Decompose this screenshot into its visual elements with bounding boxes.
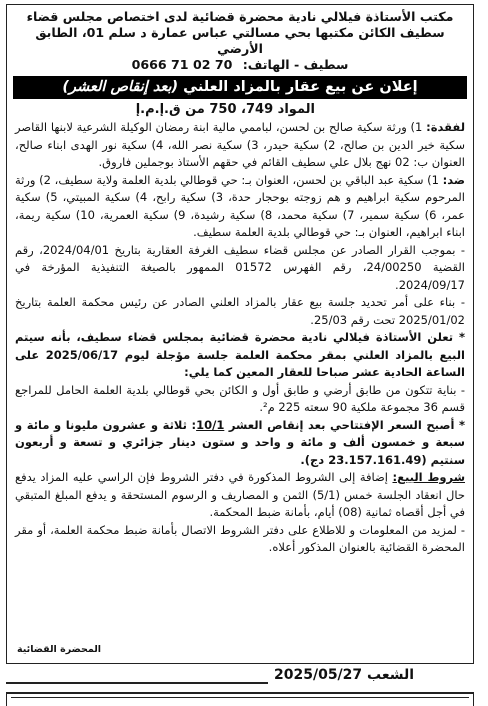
publication-footer	[270, 667, 414, 683]
announcement-part-a: * تعلن الأستاذة فيلالي نادية محضرة قضائية بمجلس قضاء سطيف، بأنه سيتم البيع بالمزاد العلني بمقر محكمة العلمة جلسة مؤجلة ليوم	[15, 330, 465, 362]
price-part-a: * أصبح السعر الإفتتاحي بعد إنقاص العشر	[224, 417, 465, 432]
header-phone-label: سطيف - الهاتف:	[242, 57, 349, 72]
defendants-label: ضد:	[442, 172, 465, 187]
paragraph-more-info: - لمزيد من المعلومات و للاطلاع على دفتر الشروط الاتصال بأمانة ضبط محكمة العلمة، أو مقر المحضرة القضائية بالعنوان المذكور أعلاه.	[15, 522, 465, 554]
next-notice-inner-border	[11, 697, 469, 698]
paragraph-defendants	[15, 172, 465, 242]
header-line-3	[15, 57, 465, 73]
notice-header	[15, 9, 465, 73]
header-line-2: سطيف الكائن مكتبها بحي مسالتي عباس عمارة د سلم 01، الطابق الأرضي	[35, 25, 445, 56]
sale-conditions-label: شروط البيع:	[392, 470, 465, 484]
paragraph-court-decision: - بموجب القرار الصادر عن مجلس قضاء سطيف الغرفة العقارية بتاريخ 2024/04/01، رقم القضية 24/00250، رقم الفهرس 01572 الممهور بالصيغة التنفيذية المؤرخة في 2024/09/17.	[15, 242, 465, 292]
paragraph-claimants	[15, 119, 465, 172]
paragraph-auction-announcement	[15, 329, 465, 382]
price-part-b: : ثلاثة و عشرون مليونا و مائة و سبعة و خمسون ألف و مائة و واحد و ستون دينار جزائري و تسعة و أربعون سنتيم (23.157.161.49 دج).	[15, 417, 465, 467]
publication-name: الشعب	[367, 667, 415, 683]
claimants-text: 1) ورثة سكية صالح بن لحسن، لباممي مالية ابنة رمضان الوكيلة الشرعية لابنها القاصر سكية خير الدين بن صالح، 2) سكية حيدر، 3) سكية نصر الله، 4) سكية نور الهدى ابناء صالح، العنوان ب: 02 نهج بلال علي سطيف القائم في حقهم الأستاذ بوجملين فاروق.	[15, 120, 465, 169]
legal-articles: المواد 749، 750 من ق.إ.م.إ	[135, 102, 315, 117]
banner-emphasis: (بعد إنقاص العشر)	[62, 79, 179, 95]
paragraph-sale-conditions	[15, 469, 465, 522]
notice-title-banner	[13, 76, 467, 99]
claimants-label: لفقدة:	[426, 120, 466, 134]
bailiff-signature: المحضرة القضائية	[17, 644, 102, 655]
notice-body	[15, 119, 465, 557]
sale-conditions-text: إضافة إلى الشروط المذكورة في دفتر الشروط فإن الراسي عليه المزاد يدفع حال انعقاد الجلسة خمس (5/1) الثمن و المصاريف و الرسوم المستحقة و يدفع المبلغ المتبقي في أجل أقصاه ثمانية (08) أيام، بأمانة ضبط المحكمة.	[15, 470, 465, 519]
paragraph-property-description: - بناية تتكون من طابق أرضي و طابق أول و الكائن بحي قوطالي بلدية العلمة الحامل للمراجع قسم 36 مجموعة ملكية 90 سعته 225 م².	[15, 382, 465, 414]
header-phone: 0666 71 02 70	[131, 57, 233, 72]
paragraph-opening-price	[15, 417, 465, 470]
header-line-1: مكتب الأستاذة فيلالي نادية محضرة قضائية لدى اختصاص مجلس قضاء	[26, 9, 454, 24]
footer-divider	[6, 682, 268, 684]
auction-date: 2025/06/17	[45, 347, 119, 362]
price-tenth: 10/1	[196, 417, 225, 432]
announcement-part-b: على الساعة الحادية عشر صباحا للعقار المعين كما يلي:	[15, 347, 465, 379]
publication-date: 2025/05/27	[274, 667, 363, 683]
banner-prefix: إعلان عن بيع عقار بالمزاد العلني	[178, 79, 418, 95]
legal-notice	[6, 4, 474, 664]
defendants-text: 1) سكية عبد الباقي بن لحسن، العنوان بـ: حي قوطالي بلدية العلمة ولاية سطيف، 2) ورثة المرحوم سكية ابراهيم و هم زوجته بوحجار حدة، 3) سكية رابح، 4) سكية المبيتي، 5) سكية عمر، 6) سكية سمير، 7) سكية محمد، 8) سكية رشيدة، 9) سكية العمرية، 10) سكية ريمة، ابناء ابراهيم، العنوان بـ: حي قوطالي بلدية العلمة سطيف.	[15, 172, 465, 239]
paragraph-auction-order: - بناء على أمر تحديد جلسة بيع عقار بالمزاد العلني الصادر عن رئيس محكمة العلمة بتاريخ 2025/01/02 تحت رقم 25/03.	[15, 295, 465, 327]
